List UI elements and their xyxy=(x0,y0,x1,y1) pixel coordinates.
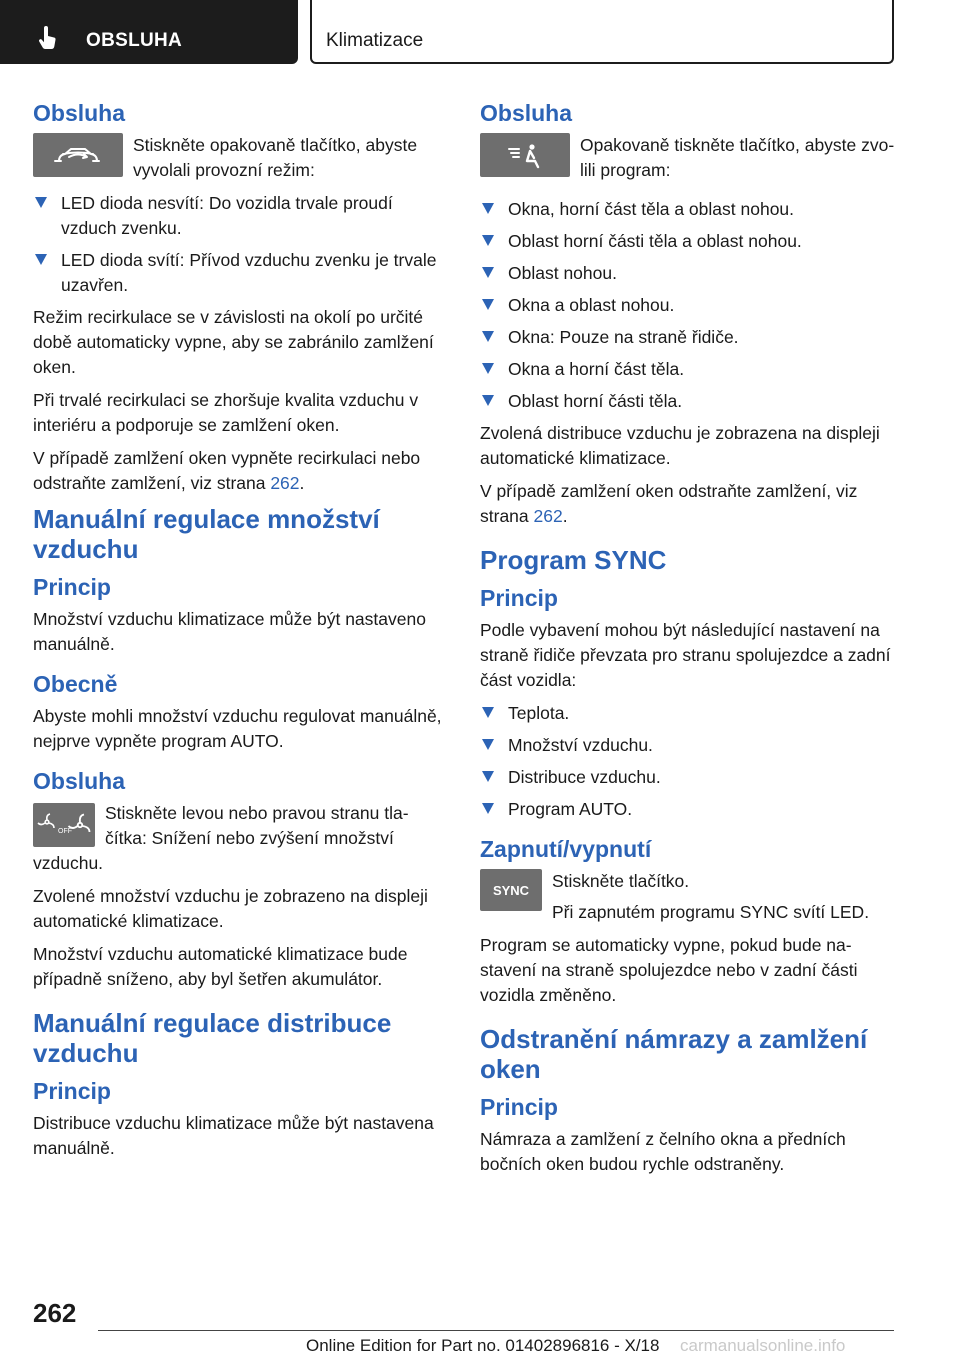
fan-instruction: Stiskněte levou nebo pravou stranu tlačítka: Snížení nebo zvýšení množství vzduchu. xyxy=(33,803,409,873)
list-item: Okna: Pouze na straně řidiče. xyxy=(480,325,900,350)
paragraph: Abyste mohli množství vzduchu regulovat manuálně, nejprve vypněte program AUTO. xyxy=(33,706,442,751)
subheading-princip: Princip xyxy=(33,1078,111,1104)
fan-small-icon xyxy=(38,814,54,828)
list-item: LED dioda svítí: Přívod vzduchu zvenku je trvale uzavřen. xyxy=(33,248,443,298)
list-item: Oblast nohou. xyxy=(480,261,900,286)
car-recirculation-icon xyxy=(49,143,107,167)
paragraph: Zvolená distribuce vzduchu je zobrazena na displeji automatické klimatizace. xyxy=(480,423,880,468)
subheading-obsluha: Obsluha xyxy=(33,768,126,794)
bullet-triangle-icon xyxy=(35,197,47,208)
footer-divider xyxy=(98,1330,894,1331)
right-column xyxy=(480,100,900,1185)
recirculation-instruction: Stiskněte opakovaně tlačítko, abyste vyvolali provozní režim: xyxy=(133,135,418,180)
fan-row xyxy=(33,801,443,876)
fan-button-label: OFF xyxy=(58,828,72,835)
list-item: Okna a horní část těla. xyxy=(480,357,900,382)
subheading-obecne: Obecně xyxy=(33,671,118,697)
page-number: 262 xyxy=(33,1298,77,1328)
section-heading-defrost: Odstranění námrazy a zamlžení oken xyxy=(480,1024,868,1084)
fan-button-icon xyxy=(33,803,95,847)
paragraph: Množství vzduchu automatické klimatizace bude případně sníženo, aby byl šetřen akumulátor. xyxy=(33,944,408,989)
sync-instruction: Stiskněte tlačítko. xyxy=(552,871,690,891)
seat-airflow-icon xyxy=(505,141,545,169)
subheading-zapnuti-vypnuti: Zapnutí/vypnutí xyxy=(480,836,652,862)
section-heading-manual-air: Manuální regulace množství vzduchu xyxy=(33,504,380,564)
bullet-triangle-icon xyxy=(482,299,494,310)
section-heading-obsluha: Obsluha xyxy=(480,100,573,126)
paragraph: Podle vybavení mohou být následující nastavení na straně řidiče převzata pro stranu spolujezdce a zadní část vozidla: xyxy=(480,620,891,690)
list-item: Okna, horní část těla a oblast nohou. xyxy=(480,197,900,222)
bullet-triangle-icon xyxy=(482,707,494,718)
list-item: Program AUTO. xyxy=(480,797,900,822)
bullet-triangle-icon xyxy=(482,771,494,782)
list-item: LED dioda nesvítí: Do vozidla trvale proudí vzduch zvenku. xyxy=(33,191,443,241)
list-item: Teplota. xyxy=(480,701,900,726)
list-item: Okna a oblast nohou. xyxy=(480,293,900,318)
page-link[interactable]: 262 xyxy=(533,506,563,526)
left-column xyxy=(33,100,443,1169)
paragraph: Množství vzduchu klimatizace může být nastaveno manuálně. xyxy=(33,609,426,654)
chapter-tab xyxy=(310,0,894,64)
list-item: Množství vzduchu. xyxy=(480,733,900,758)
subheading-princip: Princip xyxy=(33,574,111,600)
bullet-triangle-icon xyxy=(482,395,494,406)
section-tab-label: OBSLUHA xyxy=(86,30,183,51)
bullet-triangle-icon xyxy=(482,235,494,246)
section-tab xyxy=(0,0,298,64)
paragraph: Program se automaticky vypne, pokud bude nastavení na straně spolujezdce nebo v zadní části vozidla změněno. xyxy=(480,935,858,1005)
subheading-princip: Princip xyxy=(480,1094,558,1120)
paragraph: Při trvalé recirkulaci se zhoršuje kvalita vzduchu v interiéru a podporuje se zamlžení oken. xyxy=(33,390,419,435)
list-item: Oblast horní části těla. xyxy=(480,389,900,414)
list-item: Oblast horní části těla a oblast nohou. xyxy=(480,229,900,254)
watermark: carmanualsonline.info xyxy=(680,1336,846,1355)
chapter-tab-label: Klimatizace xyxy=(326,30,424,51)
hand-pointer-icon xyxy=(38,26,58,50)
sync-button-label: SYNC xyxy=(492,882,530,898)
distribution-bullet-list xyxy=(480,197,900,414)
paragraph: Zvolené množství vzduchu je zobrazeno na displeji automatické klimatizace. xyxy=(33,886,428,931)
distribution-button-icon xyxy=(480,133,570,177)
bullet-triangle-icon xyxy=(35,254,47,265)
subheading-princip: Princip xyxy=(480,585,558,611)
page-link[interactable]: 262 xyxy=(270,473,300,493)
bullet-triangle-icon xyxy=(482,331,494,342)
section-heading-manual-distribution: Manuální regulace distribuce vzduchu xyxy=(33,1008,392,1068)
bullet-triangle-icon xyxy=(482,363,494,374)
sync-button-icon xyxy=(480,869,542,911)
recirculation-button-icon xyxy=(33,133,123,177)
bullet-triangle-icon xyxy=(482,803,494,814)
sync-row xyxy=(480,869,900,925)
section-heading-obsluha: Obsluha xyxy=(33,100,126,126)
bullet-triangle-icon xyxy=(482,739,494,750)
edition-note: Online Edition for Part no. 01402896816 - X/18 xyxy=(306,1336,660,1355)
recirculation-bullet-list xyxy=(33,191,443,298)
sync-led-note: Při zapnutém programu SYNC svítí LED. xyxy=(552,902,870,922)
paragraph: Distribuce vzduchu klimatizace může být nastavena manuálně. xyxy=(33,1113,434,1158)
paragraph-with-link: V případě zamlžení oken vypněte recirkulaci nebo odstraňte zamlžení, viz strana 262. xyxy=(33,448,421,493)
distribution-row xyxy=(480,133,900,183)
section-heading-sync: Program SYNC xyxy=(480,545,667,575)
sync-bullet-list xyxy=(480,701,900,822)
list-item: Distribuce vzduchu. xyxy=(480,765,900,790)
paragraph: Režim recirkulace se v závislosti na okolí po určité době automaticky vypne, aby se zabránilo zamlžení oken. xyxy=(33,307,434,377)
bullet-triangle-icon xyxy=(482,203,494,214)
distribution-instruction: Opakovaně tiskněte tlačítko, abyste zvolili program: xyxy=(580,135,895,180)
bullet-triangle-icon xyxy=(482,267,494,278)
paragraph: Námraza a zamlžení z čelního okna a předních bočních oken budou rychle odstraněny. xyxy=(480,1129,846,1174)
paragraph-with-link: V případě zamlžení oken odstraňte zamlžení, viz strana 262. xyxy=(480,481,858,526)
recirculation-row xyxy=(33,133,443,183)
